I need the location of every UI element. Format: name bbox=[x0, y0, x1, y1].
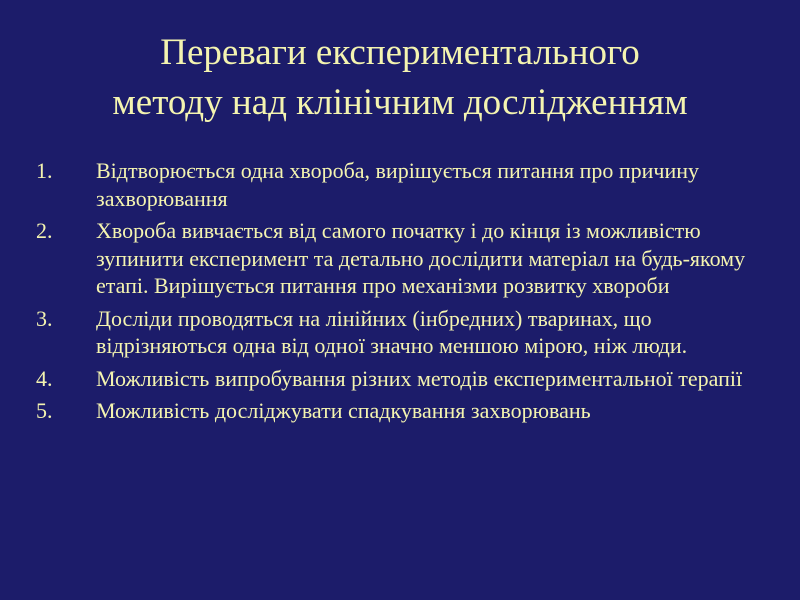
list-item bbox=[36, 397, 781, 425]
list-item-number: 2. bbox=[36, 218, 53, 243]
list-item-number: 5. bbox=[36, 398, 53, 423]
list-item-number: 1. bbox=[36, 158, 53, 183]
advantages-list bbox=[36, 157, 781, 430]
list-item-text: Можливість випробування різних методів експериментальної терапії bbox=[96, 365, 743, 391]
slide-title-line-2: методу над клінічним дослідженням bbox=[112, 82, 688, 123]
list-item-number: 4. bbox=[36, 365, 53, 391]
list-item bbox=[36, 157, 781, 212]
list-item-text: Досліди проводяться на лінійних (інбредних) тваринах, що відрізняються одна від одної значно меншою мірою, ніж люди. bbox=[96, 305, 688, 358]
list-item bbox=[36, 217, 781, 300]
slide-title-line-1: Переваги експериментального bbox=[160, 32, 640, 73]
list-item-text: Відтворюється одна хвороба, вирішується питання про причину захворювання bbox=[96, 158, 700, 211]
list-item bbox=[36, 365, 781, 393]
list-item bbox=[36, 305, 781, 360]
list-item-text: Можливість досліджувати спадкування захворювань bbox=[96, 398, 591, 423]
slide-title bbox=[0, 28, 800, 128]
list-item-text: Хвороба вивчається від самого початку і до кінця із можливістю зупинити експеримент та детально дослідити матеріал на будь-якому етапі. Вирішується питання про механізми розвитку хвороби bbox=[96, 218, 746, 298]
list-item-number: 3. bbox=[36, 305, 53, 331]
